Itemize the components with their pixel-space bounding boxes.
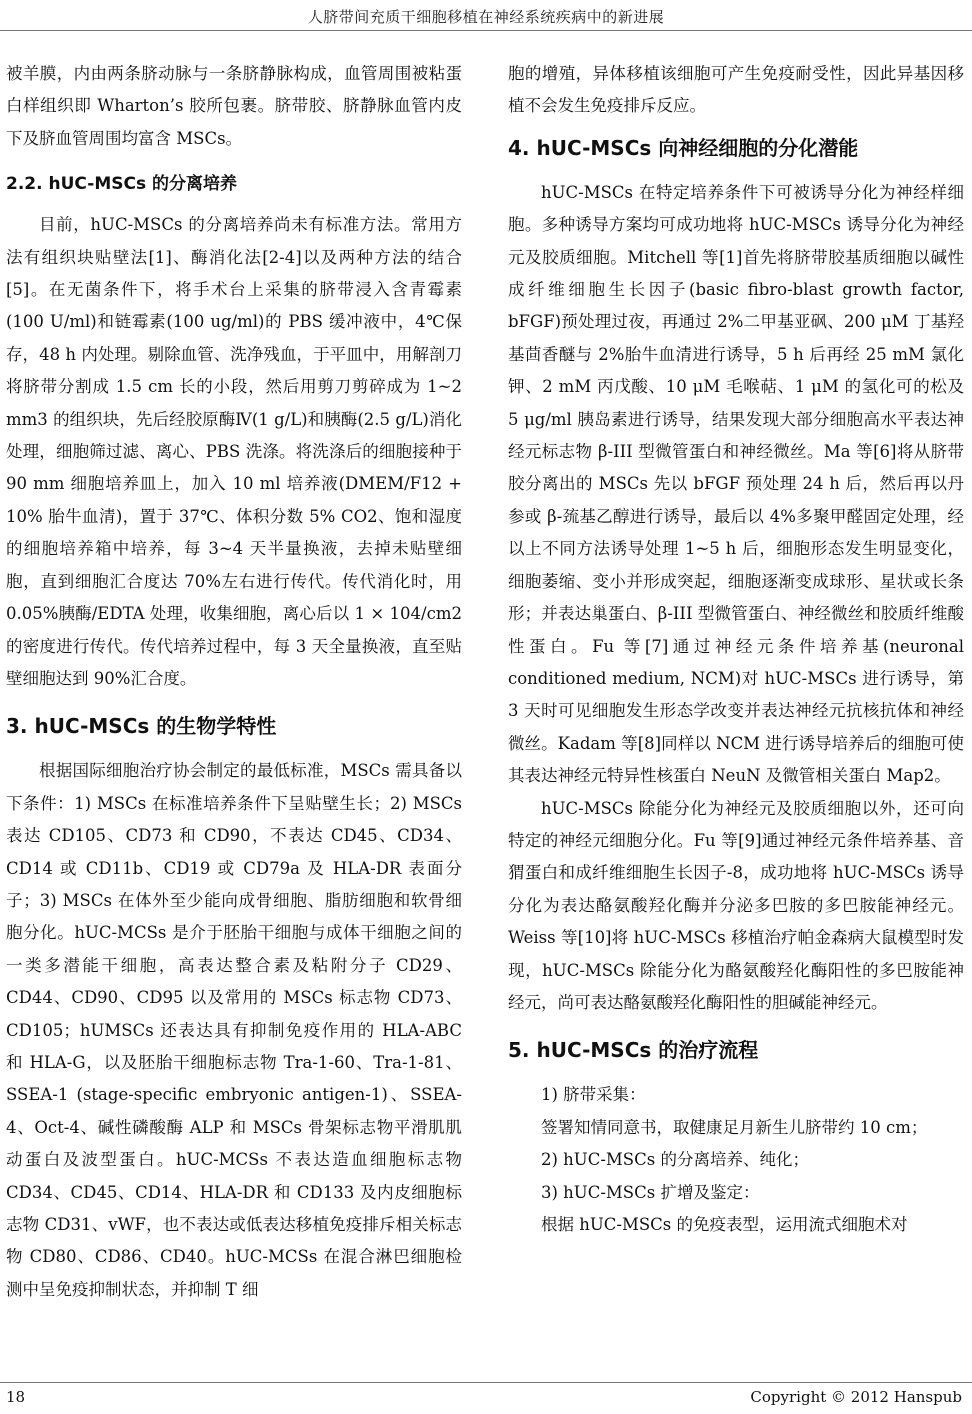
step-1-label: 1) 脐带采集： <box>541 1085 646 1105</box>
copyright-notice: Copyright © 2012 Hanspub <box>750 1388 962 1406</box>
right-column <box>508 58 964 1241</box>
step-2-label: 2) hUC-MSCs 的分离培养、纯化； <box>541 1150 809 1170</box>
paragraph-specific-neurons: hUC-MSCs 除能分化为神经元及胶质细胞以外，还可向特定的神经元细胞分化。Fu 等[9]通过神经元条件培养基、音猬蛋白和成纤维细胞生长因子-8，成功地将 hUC-MSCs 诱导分化为表达酪氨酸羟化酶并分泌多巴胺的多巴胺能神经元。Weiss 等[10]将 hUC-MSCs 移植治疗帕金森病大鼠模型时发现，hUC-MSCs 除能分化为酪氨酸羟化酶阳性的多巴胺能神经元，尚可表达酪氨酸羟化酶阳性的胆碱能神经元。 <box>508 798 964 1012</box>
section-heading-3: 3. hUC-MSCs 的生物学特性 <box>6 714 277 739</box>
section-heading-5: 5. hUC-MSCs 的治疗流程 <box>508 1038 759 1063</box>
continued-paragraph: 胞的增殖，异体移植该细胞可产生免疫耐受性，因此异基因移植不会发生免疫排斥反应。 <box>508 64 964 116</box>
section-heading-2-2: 2.2. hUC-MSCs 的分离培养 <box>6 174 237 195</box>
section-heading-4: 4. hUC-MSCs 向神经细胞的分化潜能 <box>508 135 859 160</box>
footer-rule <box>0 1382 972 1383</box>
header-rule <box>0 30 972 31</box>
running-title: 人脐带间充质干细胞移植在神经系统疾病中的新进展 <box>307 8 665 26</box>
left-column <box>6 58 462 1306</box>
step-3-label: 3) hUC-MSCs 扩增及鉴定： <box>541 1182 760 1202</box>
page-number: 18 <box>6 1388 26 1406</box>
paragraph-biological-properties: 根据国际细胞治疗协会制定的最低标准，MSCs 需具备以下条件：1) MSCs 在标准培养条件下呈贴壁生长；2) MSCs 表达 CD105、CD73 和 CD90，不表达 CD45、CD34、CD14 或 CD11b、CD19 或 CD79a 及 HLA-DR 表面分子；3) MSCs 在体外至少能向成骨细胞、脂肪细胞和软骨细胞分化。hUC-MCSs 是介于胚胎干细胞与成体干细胞之间的一类多潜能干细胞，高表达整合素及粘附分子 CD29、CD44、CD90、CD95 以及常用的 MSCs 标志物 CD73、CD105；hUMSCs 还表达具有抑制免疫作用的 HLA-ABC 和 HLA-G，以及胚胎干细胞标志物 Tra-1-60、Tra-1-81、SSEA-1 (stage-specific embryonic antigen-1)、SSEA-4、Oct-4、碱性磷酸酶 ALP 和 MSCs 骨架标志物平滑肌肌动蛋白及波型蛋白。hUC-MCSs 不表达造血细胞标志物 CD34、CD45、CD14、HLA-DR 和 CD133 及内皮细胞标志物 CD31、vWF，也不表达或低表达移植免疫排斥相关标志物 CD80、CD86、CD40。hUC-MCSs 在混合淋巴细胞检测中呈免疫抑制状态，并抑制 T 细 <box>6 761 462 1299</box>
intro-paragraph: 被羊膜，内由两条脐动脉与一条脐静脉构成，血管周围被粘蛋白样组织即 Wharton’s 胶所包裹。脐带胶、脐静脉血管内皮下及脐血管周围均富含 MSCs。 <box>6 64 462 148</box>
paragraph-isolation-culture: 目前，hUC-MSCs 的分离培养尚未有标准方法。常用方法有组织块贴壁法[1]、酶消化法[2-4]以及两种方法的结合[5]。在无菌条件下，将手术台上采集的脐带浸入含青霉素(100 U/ml)和链霉素(100 ug/ml)的 PBS 缓冲液中，4℃保存，48 h 内处理。剔除血管、洗净残血，于平皿中，用解剖刀将脐带分割成 1.5 cm 长的小段，然后用剪刀剪碎成为 1~2 mm3 的组织块，先后经胶原酶Ⅳ(1 g/L)和胰酶(2.5 g/L)消化处理，细胞筛过滤、离心、PBS 洗涤。将洗涤后的细胞接种于 90 mm 细胞培养皿上，加入 10 ml 培养液(DMEM/F12 + 10% 胎牛血清)，置于 37℃、体积分数 5% CO2、饱和湿度的细胞培养箱中培养，每 3~4 天半量换液，去掉未贴壁细胞，直到细胞汇合度达 70%左右进行传代。传代消化时，用 0.05%胰酶/EDTA 处理，收集细胞，离心后以 1 × 104/cm2 的密度进行传代。传代培养过程中，每 3 天全量换液，直至贴壁细胞达到 90%汇合度。 <box>6 215 462 688</box>
step-3-text: 根据 hUC-MSCs 的免疫表型，运用流式细胞术对 <box>541 1215 908 1234</box>
step-1-text: 签署知情同意书，取健康足月新生儿脐带约 10 cm； <box>541 1117 928 1137</box>
paragraph-neural-differentiation: hUC-MSCs 在特定培养条件下可被诱导分化为神经样细胞。多种诱导方案均可成功地将 hUC-MSCs 诱导分化为神经元及胶质细胞。Mitchell 等[1]首先将脐带胶基质细胞以碱性成纤维细胞生长因子(basic fibro-blast growth factor, bFGF)预处理过夜，再通过 2%二甲基亚砜、200 μM 丁基羟基茴香醚与 2%胎牛血清进行诱导，5 h 后再经 25 mM 氯化钾、2 mM 丙戊酸、10 μM 毛喉萜、1 μM 的氢化可的松及 5 μg/ml 胰岛素进行诱导，结果发现大部分细胞高水平表达神经元标志物 β-III 型微管蛋白和神经微丝。Ma 等[6]将从脐带胶分离出的 MSCs 先以 bFGF 预处理 24 h 后，然后再以丹参或 β-巯基乙醇进行诱导，最后以 4%多聚甲醛固定处理，经以上不同方法诱导处理 1~5 h 后，细胞形态发生明显变化，细胞萎缩、变小并形成突起，细胞逐渐变成球形、星状或长条形；并表达巢蛋白、β-III 型微管蛋白、神经微丝和胶质纤维酸性蛋白。Fu 等[7]通过神经元条件培养基(neuronal conditioned medium, NCM)对 hUC-MSCs 进行诱导，第 3 天时可见细胞发生形态学改变并表达神经元抗核抗体和神经微丝。Kadam 等[8]同样以 NCM 进行诱导培养后的细胞可使其表达神经元特异性核蛋白 NeuN 及微管相关蛋白 Map2。 <box>508 182 964 786</box>
